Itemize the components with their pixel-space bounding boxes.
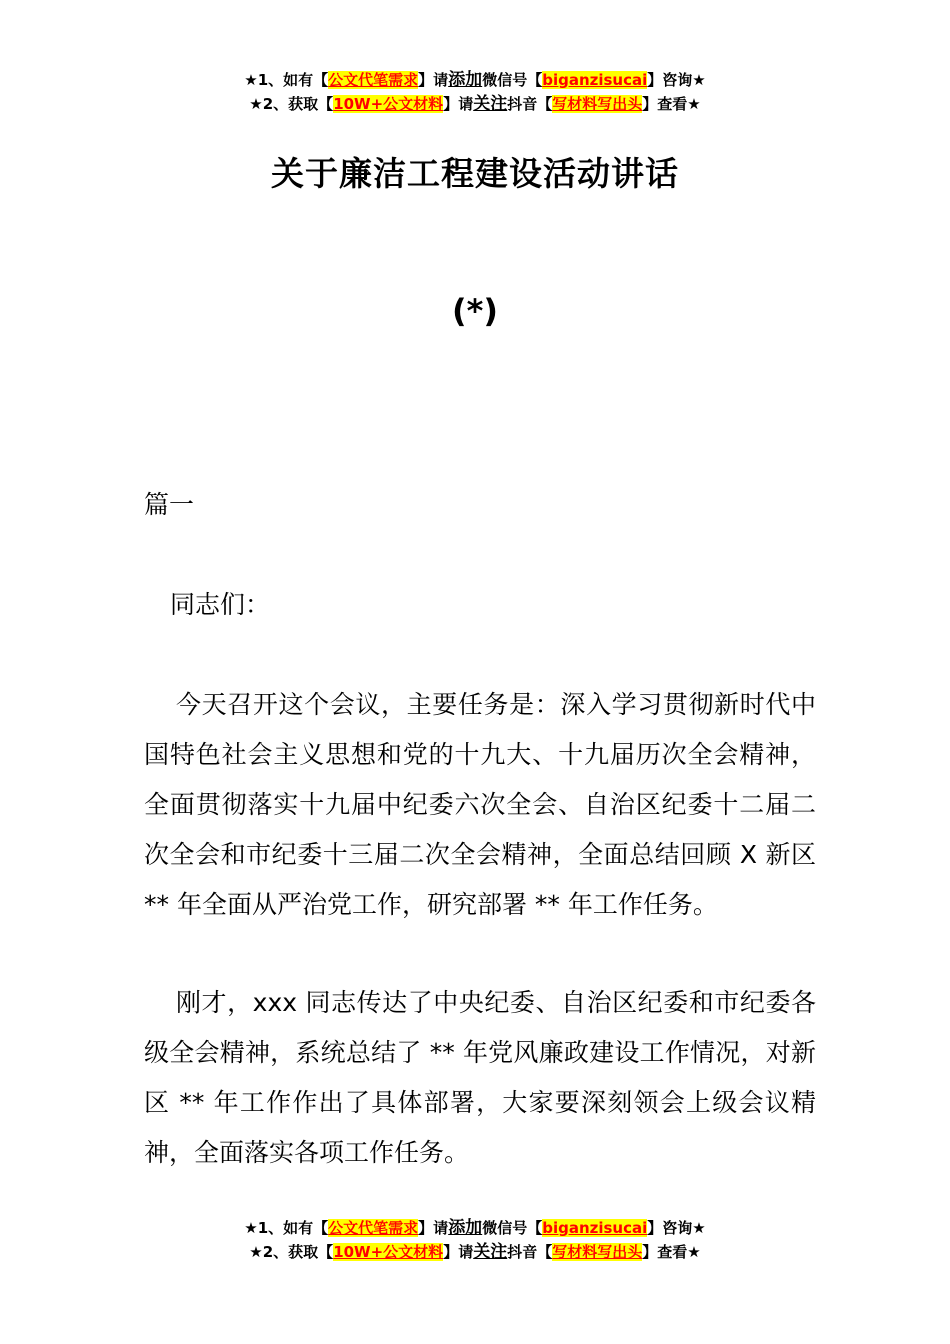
- greeting: 同志们：: [170, 590, 271, 619]
- promo-wechat-id: biganzisucai: [542, 1219, 648, 1237]
- promo-douyin-account: 写材料写出头: [552, 1243, 643, 1261]
- promo-line-1: ★1、如有【公文代笔需求】请添加微信号【biganzisucai】咨询★: [244, 1218, 706, 1238]
- promo-banner-top: [0, 68, 950, 116]
- promo-highlight-ghostwriting: 公文代笔需求: [328, 71, 419, 89]
- promo-line-2: ★2、获取【10W+公文材料】请关注抖音【写材料写出头】查看★: [249, 1242, 701, 1262]
- promo-wechat-id: biganzisucai: [542, 71, 648, 89]
- promo-banner-bottom: [0, 1216, 950, 1264]
- paragraph-1: 今天召开这个会议，主要任务是：深入学习贯彻新时代中国特色社会主义思想和党的十九大、十九届历次全会精神，全面贯彻落实十九届中纪委六次全会、自治区纪委十二届二次全会和市纪委十三届二次全会精神，全面总结回顾 X 新区** 年全面从严治党工作，研究部署 ** 年工作任务。: [144, 690, 816, 919]
- document-title: 关于廉洁工程建设活动讲话: [271, 154, 679, 193]
- promo-highlight-materials: 10W+公文材料: [333, 95, 444, 113]
- promo-highlight-materials: 10W+公文材料: [333, 1243, 444, 1261]
- promo-line-1: ★1、如有【公文代笔需求】请添加微信号【biganzisucai】咨询★: [244, 70, 706, 90]
- promo-line-2: ★2、获取【10W+公文材料】请关注抖音【写材料写出头】查看★: [249, 94, 701, 114]
- paragraph-2: 刚才，xxx 同志传达了中央纪委、自治区纪委和市纪委各级全会精神，系统总结了 ** 年党风廉政建设工作情况，对新区 ** 年工作作出了具体部署，大家要深刻领会上级会议精神，全面落实各项工作任务。: [144, 988, 816, 1167]
- document-subtitle: (*): [452, 292, 498, 330]
- promo-highlight-ghostwriting: 公文代笔需求: [328, 1219, 419, 1237]
- section-heading: 篇一: [144, 490, 195, 519]
- promo-douyin-account: 写材料写出头: [552, 95, 643, 113]
